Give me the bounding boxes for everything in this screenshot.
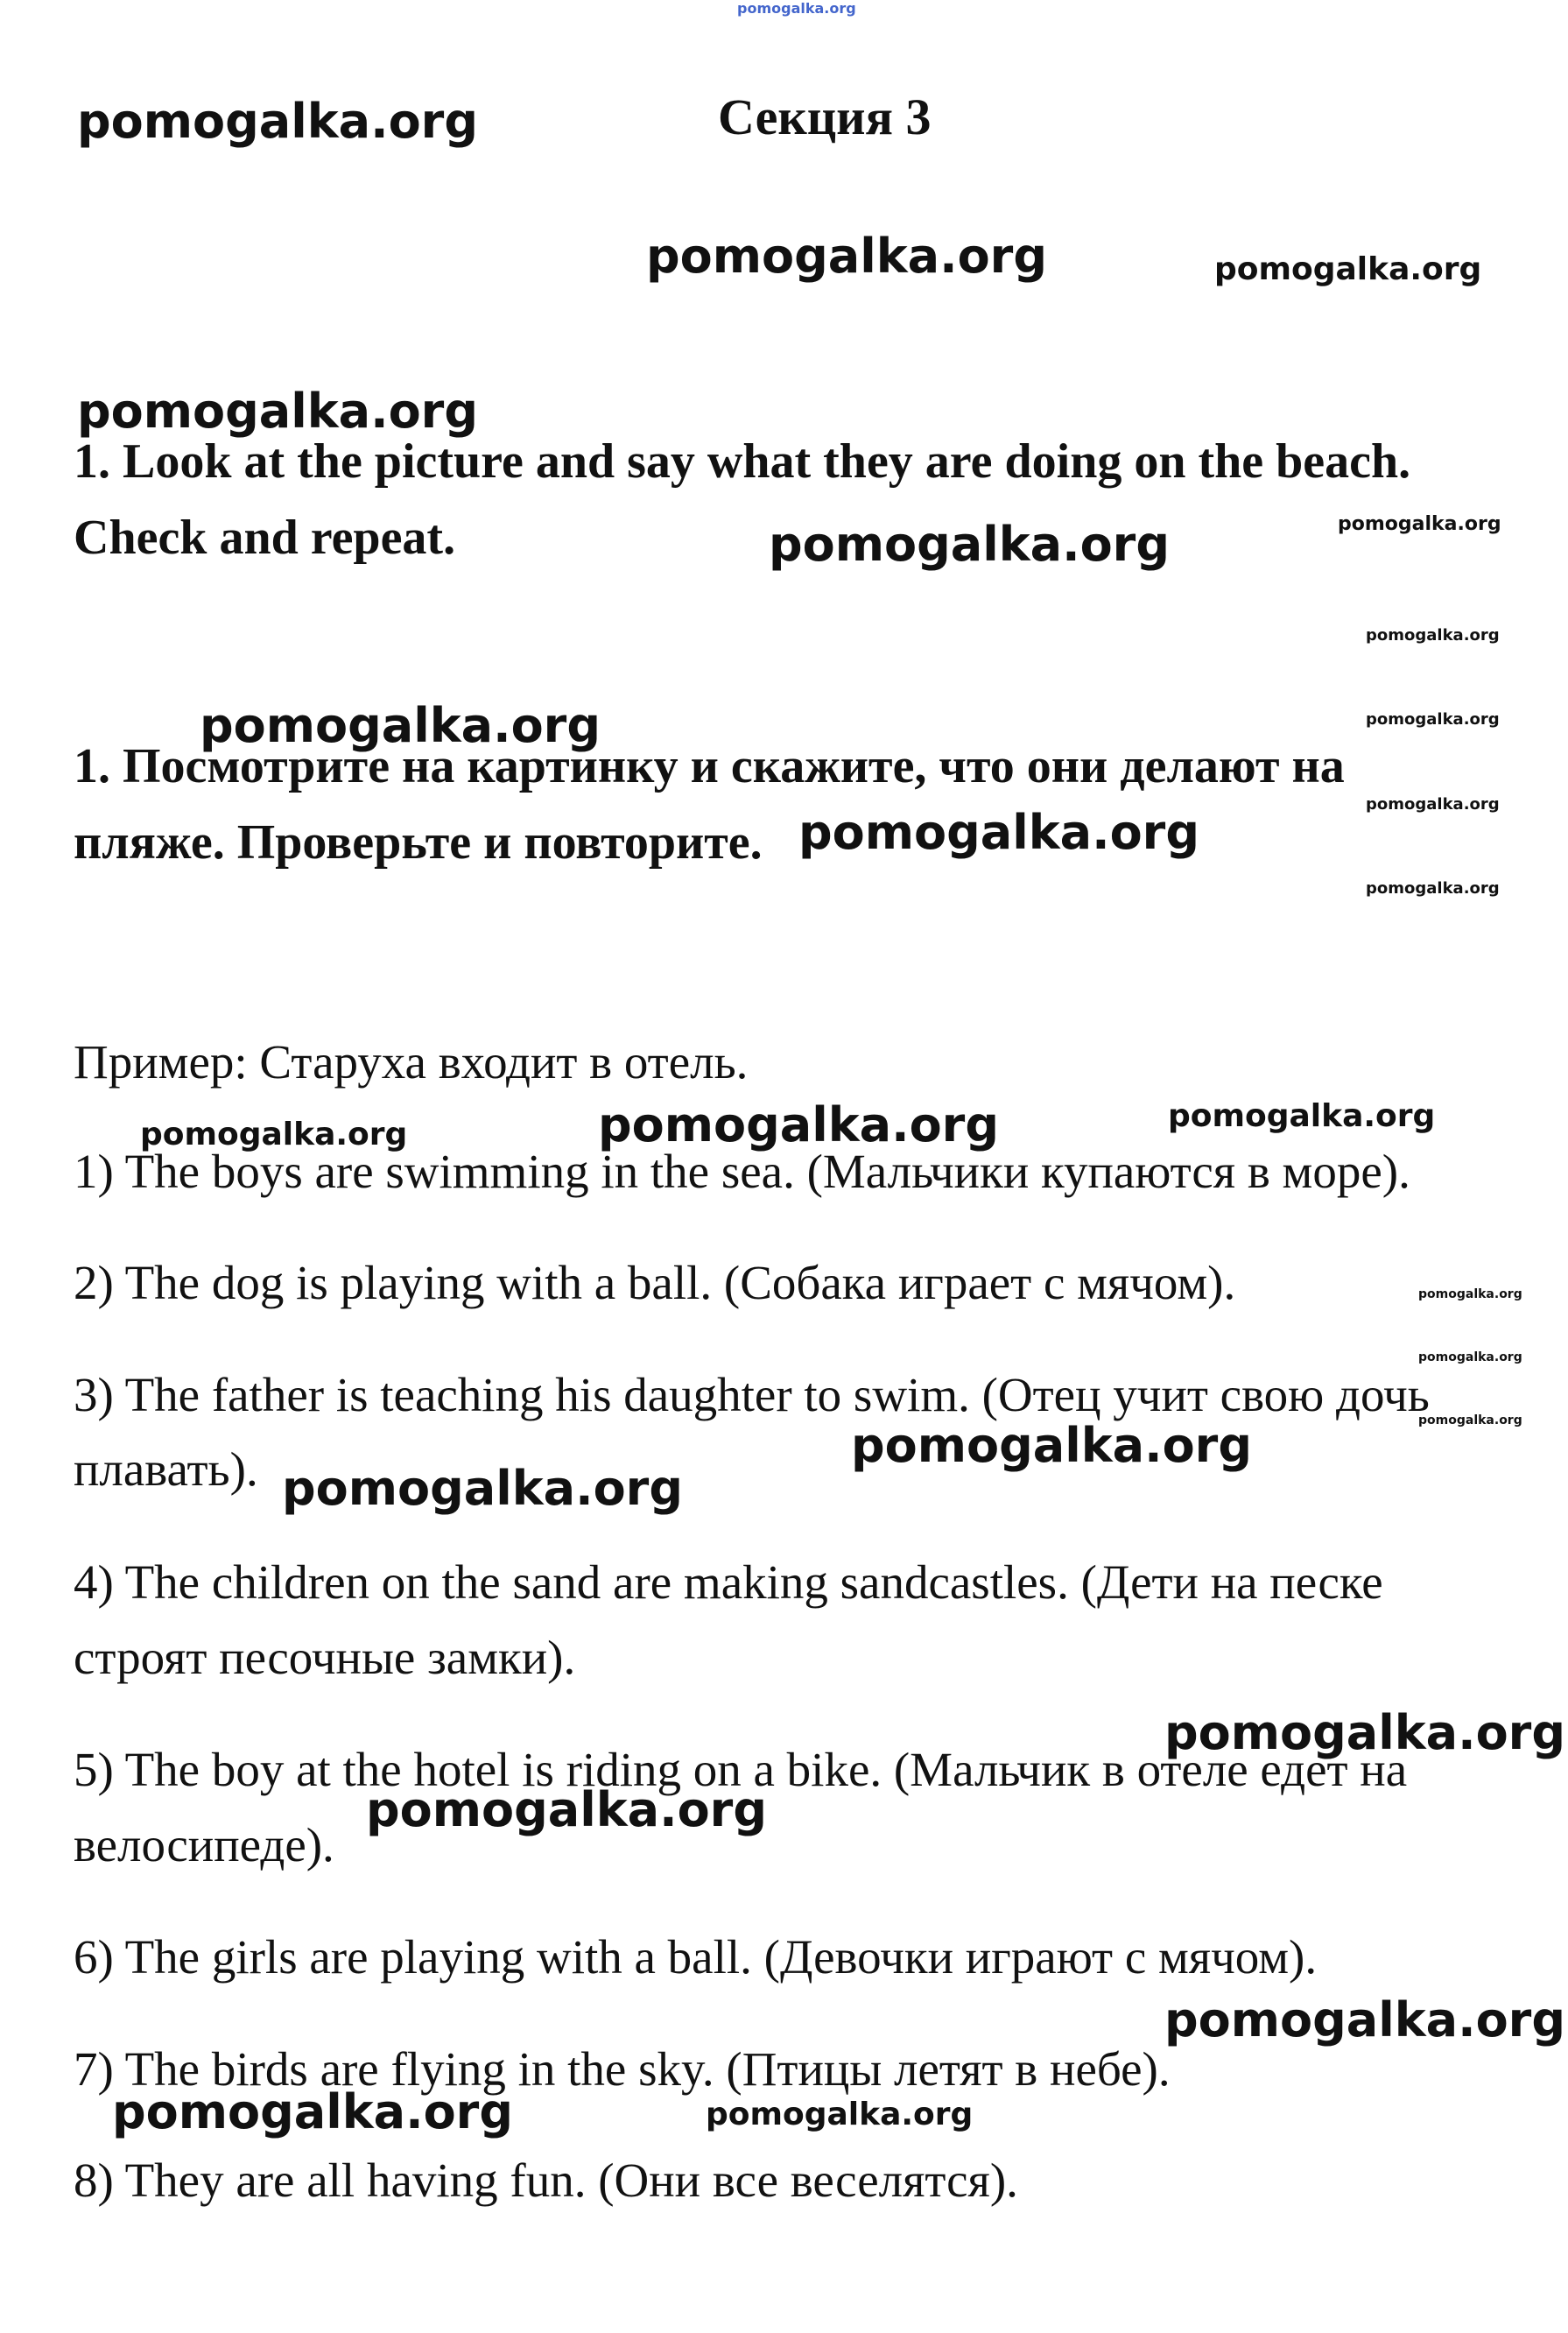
task-heading-en-line1: 1. Look at the picture and say what they are doing on the beach.: [74, 434, 1411, 489]
example-line: Пример: Старуха входит в отель.: [74, 1035, 749, 1089]
watermark: pomogalka.org: [140, 1117, 408, 1152]
answer-2: 2) The dog is playing with a ball. (Собака играет с мячом).: [74, 1256, 1236, 1309]
watermark: pomogalka.org: [282, 1461, 683, 1516]
watermark: pomogalka.org: [1366, 626, 1500, 645]
watermark: pomogalka.org: [77, 94, 478, 149]
watermark: pomogalka.org: [646, 229, 1047, 284]
watermark: pomogalka.org: [769, 517, 1170, 572]
answer-7: 7) The birds are flying in the sky. (Птицы летят в небе).: [74, 2042, 1171, 2096]
watermark: pomogalka.org: [1164, 1705, 1565, 1760]
watermark: pomogalka.org: [1366, 795, 1500, 814]
answer-3-line1: 3) The father is teaching his daughter to swim. (Отец учит свою дочь: [74, 1368, 1430, 1421]
watermark: pomogalka.org: [798, 805, 1199, 860]
watermark: pomogalka.org: [1168, 1098, 1436, 1134]
watermark: pomogalka.org: [77, 384, 478, 439]
answer-4-line2: строят песочные замки).: [74, 1631, 576, 1684]
watermark: pomogalka.org: [200, 698, 601, 753]
answer-8: 8) They are all having fun. (Они все веселятся).: [74, 2153, 1018, 2207]
task-heading-ru-line1: 1. Посмотрите на картинку и скажите, что они делают на: [74, 739, 1345, 793]
watermark: pomogalka.org: [112, 2084, 513, 2139]
watermark: pomogalka.org: [851, 1418, 1252, 1473]
watermark: pomogalka.org: [737, 0, 856, 17]
watermark: pomogalka.org: [1214, 251, 1482, 287]
section-title: Секция 3: [718, 88, 932, 145]
task-heading-en-line2: Check and repeat.: [74, 511, 456, 565]
answer-5-line2: велосипеде).: [74, 1818, 334, 1871]
answer-3-line2: плавать).: [74, 1442, 258, 1496]
watermark: pomogalka.org: [1338, 513, 1501, 535]
answer-1: 1) The boys are swimming in the sea. (Мальчики купаются в море).: [74, 1145, 1410, 1198]
answer-6: 6) The girls are playing with a ball. (Девочки играют с мячом).: [74, 1930, 1318, 1984]
answer-4-line1: 4) The children on the sand are making sandcastles. (Дети на песке: [74, 1555, 1383, 1609]
watermark: pomogalka.org: [598, 1097, 999, 1152]
watermark: pomogalka.org: [1418, 1413, 1522, 1427]
watermark: pomogalka.org: [706, 2097, 974, 2132]
watermark: pomogalka.org: [1164, 1992, 1565, 2048]
task-heading-ru-line2: пляже. Проверьте и повторите.: [74, 815, 763, 870]
answer-5-line1: 5) The boy at the hotel is riding on a bike. (Мальчик в отеле едет на: [74, 1743, 1408, 1796]
watermark: pomogalka.org: [1366, 879, 1500, 898]
watermark: pomogalka.org: [1418, 1287, 1522, 1301]
watermark: pomogalka.org: [1366, 710, 1500, 729]
watermark: pomogalka.org: [1418, 1350, 1522, 1364]
watermark: pomogalka.org: [366, 1782, 767, 1837]
